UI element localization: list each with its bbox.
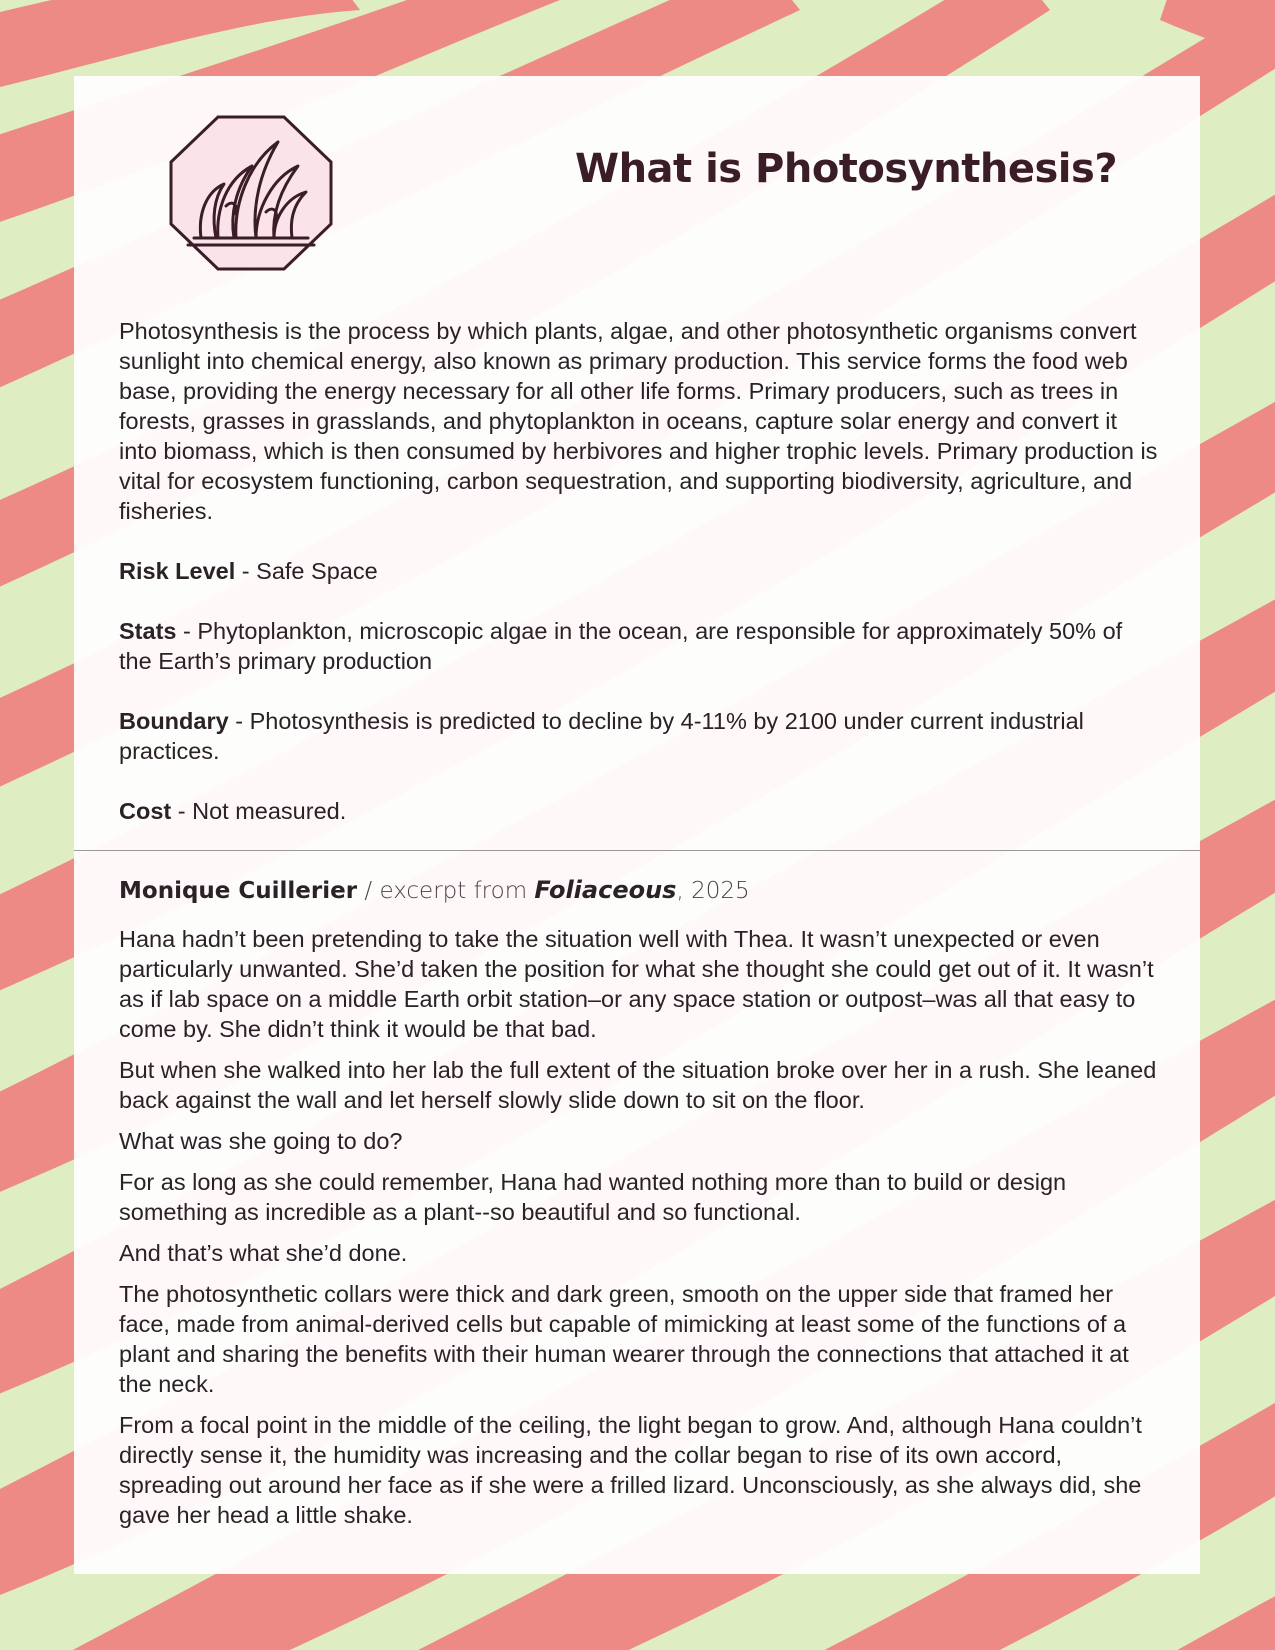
- excerpt-paragraph: The photosynthetic collars were thick and dark green, smooth on the upper side that framed her face, made from animal-derived cells but capable of mimicking at least some of the functions of a plant and sharing the benefits with their human wearer through the connections that attached it at the neck.: [119, 1281, 1129, 1397]
- work-year: , 2025: [676, 878, 750, 904]
- fact-label: Cost: [119, 798, 172, 824]
- fact-cost: [119, 796, 1159, 826]
- excerpt-paragraph: And that’s what she’d done.: [119, 1240, 408, 1266]
- author-name: Monique Cuillerier: [119, 878, 358, 904]
- fact-text: - Not measured.: [171, 798, 347, 824]
- excerpt-paragraph: From a focal point in the middle of the ceiling, the light began to grow. And, although Hana couldn’t directly sense it, the humidity was increasing and the collar began to rise of its own accord, spreading out around her face as if she were a frilled lizard. Unconsciously, as she always did, she gave her head a little shake.: [119, 1412, 1142, 1528]
- excerpt-paragraph: But when she walked into her lab the full extent of the situation broke over her in a rush. She leaned back against the wall and let herself slowly slide down to sit on the floor.: [119, 1057, 1157, 1113]
- attribution-separator: / excerpt from: [357, 878, 535, 904]
- excerpt-paragraph: What was she going to do?: [119, 1128, 403, 1154]
- fact-stats: [119, 616, 1159, 676]
- fact-label: Boundary: [119, 708, 229, 734]
- fact-label: Stats: [119, 618, 177, 644]
- fact-boundary: [119, 706, 1159, 766]
- fact-risk-level: [119, 556, 1159, 586]
- work-title: Foliaceous: [534, 876, 677, 904]
- intro-paragraph: Photosynthesis is the process by which plants, algae, and other photosynthetic organisms convert sunlight into chemical energy, also known as primary production. This service forms the food web base, providing the energy necessary for all other life forms. Primary producers, such as trees in forests, grasses in grasslands, and phytoplankton in oceans, capture solar energy and convert it into biomass, which is then consumed by herbivores and higher trophic levels. Primary production is vital for ecosystem functioning, carbon sequestration, and supporting biodiversity, agriculture, and fisheries.: [119, 318, 1158, 524]
- fact-text: - Phytoplankton, microscopic algae in the ocean, are responsible for approximately 50% of the Earth’s primary production: [119, 618, 1123, 674]
- content-card: [74, 76, 1200, 1574]
- facts-list: [119, 556, 1159, 856]
- fact-text: - Safe Space: [235, 558, 378, 584]
- page-title: What is Photosynthesis?: [574, 146, 1118, 192]
- excerpt-attribution: [119, 874, 1159, 907]
- section-divider: [74, 850, 1200, 851]
- fact-label: Risk Level: [119, 558, 236, 584]
- excerpt-body: [119, 924, 1159, 1541]
- excerpt-paragraph: For as long as she could remember, Hana had wanted nothing more than to build or design something as incredible as a plant--so beautiful and so functional.: [119, 1169, 1067, 1225]
- grass-plant-octagon-icon: [168, 114, 334, 272]
- excerpt-paragraph: Hana hadn’t been pretending to take the situation well with Thea. It wasn’t unexpected or even particularly unwanted. She’d taken the position for what she thought she could get out of it. It wasn’t as if lab space on a middle Earth orbit station–or any space station or outpost–was all that easy to come by. She didn’t think it would be that bad.: [119, 926, 1154, 1042]
- fact-text: - Photosynthesis is predicted to decline by 4-11% by 2100 under current industrial practices.: [119, 708, 1084, 764]
